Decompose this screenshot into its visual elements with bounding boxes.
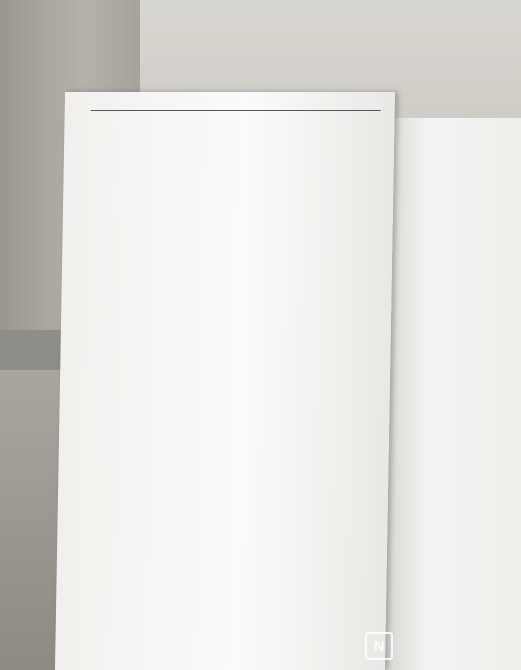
header-rule [91, 110, 381, 111]
watermark [365, 633, 397, 659]
book-right-page [385, 118, 521, 670]
table-of-contents [76, 114, 381, 124]
book-left-page [55, 92, 395, 670]
watermark-logo-icon: N [365, 632, 393, 660]
